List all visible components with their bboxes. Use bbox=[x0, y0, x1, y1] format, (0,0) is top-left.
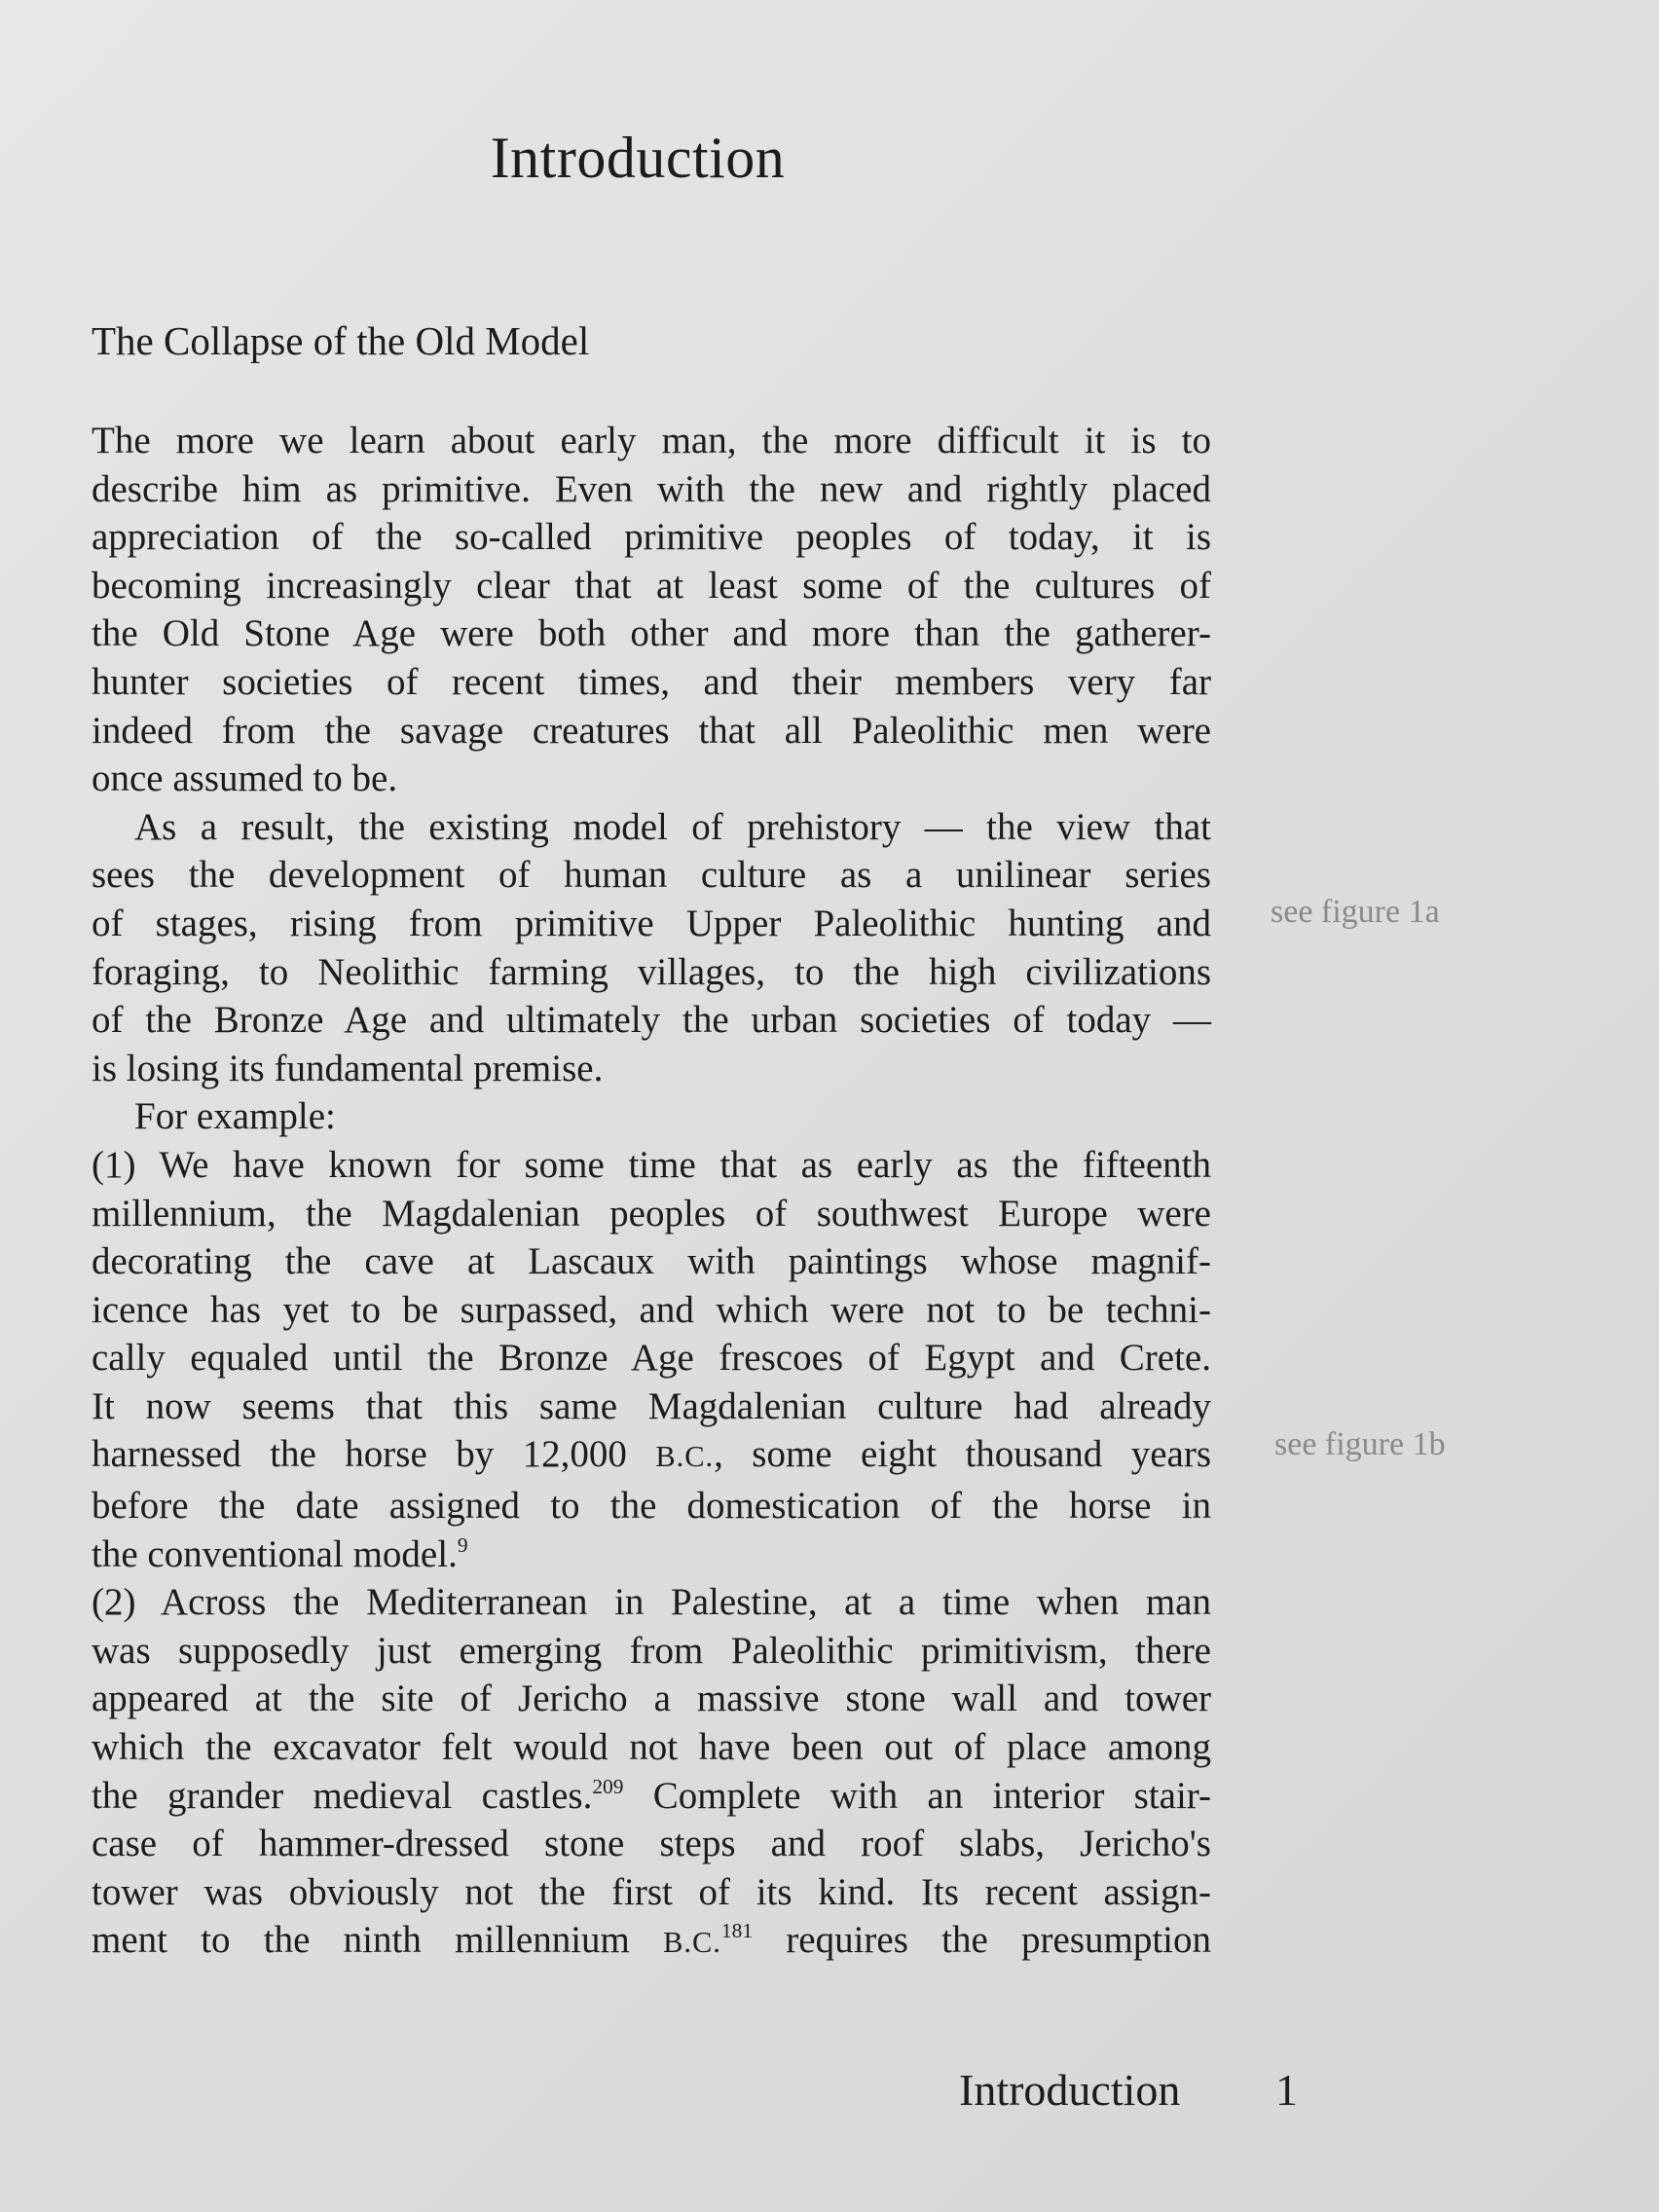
text-line: of the Bronze Age and ultimately the urban societies of today — bbox=[92, 999, 1211, 1042]
text-line: tower was obviously not the first of its kind. Its recent assign- bbox=[92, 1870, 1211, 1913]
text-line: before the date assigned to the domestication of the horse in bbox=[92, 1485, 1211, 1528]
text-line: indeed from the savage creatures that all Paleolithic men were bbox=[92, 709, 1211, 752]
text-line: which the excavator felt would not have been out of place among bbox=[92, 1726, 1211, 1769]
text-line: the Old Stone Age were both other and more than the gatherer- bbox=[92, 612, 1211, 655]
text-line: For example: bbox=[134, 1095, 336, 1138]
text-line bbox=[92, 1772, 1211, 1821]
text-line: icence has yet to be surpassed, and which were not to be techni- bbox=[92, 1288, 1211, 1331]
footnote-ref: 181 bbox=[720, 1919, 754, 1943]
footnote-ref: 209 bbox=[592, 1774, 624, 1798]
text-run: requires the presumption bbox=[753, 1919, 1211, 1962]
text-line: was supposedly just emerging from Paleolithic primitivism, there bbox=[92, 1629, 1211, 1672]
text-line: millennium, the Magdalenian peoples of southwest Europe were bbox=[92, 1192, 1211, 1235]
text-line: (1) We have known for some time that as early as the fifteenth bbox=[92, 1143, 1211, 1186]
text-line: sees the development of human culture as a unilinear series bbox=[92, 854, 1211, 897]
chapter-title: Introduction bbox=[490, 126, 786, 190]
text-line bbox=[92, 1530, 1211, 1579]
small-caps-era: B.C. bbox=[663, 1926, 721, 1960]
text-line bbox=[92, 1916, 1211, 1968]
running-footer-title: Introduction bbox=[959, 2065, 1181, 2115]
text-line: (2) Across the Mediterranean in Palestine, at a time when man bbox=[92, 1581, 1211, 1624]
margin-note-figure-1b: see figure 1b bbox=[1274, 1426, 1446, 1462]
text-line: of stages, rising from primitive Upper Paleolithic hunting and bbox=[92, 902, 1211, 944]
text-line bbox=[92, 1430, 1211, 1482]
section-heading: The Collapse of the Old Model bbox=[92, 318, 590, 363]
text-line: decorating the cave at Lascaux with paintings whose magnif- bbox=[92, 1240, 1211, 1283]
text-run: Complete with an interior stair- bbox=[623, 1774, 1211, 1817]
text-line: It now seems that this same Magdalenian culture had already bbox=[92, 1384, 1211, 1427]
text-run: harnessed the horse by 12,000 bbox=[92, 1433, 627, 1476]
text-line: appeared at the site of Jericho a massive stone wall and tower bbox=[92, 1677, 1211, 1720]
body-text bbox=[92, 417, 1211, 1968]
text-line: hunter societies of recent times, and their members very far bbox=[92, 660, 1211, 703]
text-line: As a result, the existing model of prehistory — the view that bbox=[134, 805, 1211, 848]
margin-note-figure-1a: see figure 1a bbox=[1271, 894, 1440, 930]
text-line: cally equaled until the Bronze Age frescoes of Egypt and Crete. bbox=[92, 1337, 1211, 1380]
text-run: , some eight thousand years bbox=[714, 1433, 1211, 1476]
text-line: is losing its fundamental premise. bbox=[92, 1047, 604, 1089]
small-caps-era: B.C. bbox=[655, 1440, 715, 1474]
text-run: the conventional model. bbox=[92, 1532, 458, 1575]
text-run: ment to the ninth millennium bbox=[92, 1919, 664, 1962]
text-line: once assumed to be. bbox=[92, 757, 398, 800]
text-line: The more we learn about early man, the more difficult it is to bbox=[92, 420, 1211, 461]
footnote-ref: 9 bbox=[457, 1532, 468, 1557]
text-line: case of hammer-dressed stone steps and roof slabs, Jericho's bbox=[92, 1823, 1211, 1865]
text-line: foraging, to Neolithic farming villages, to the high civilizations bbox=[92, 950, 1211, 993]
text-line: becoming increasingly clear that at least some of the cultures of bbox=[92, 564, 1211, 607]
text-line: describe him as primitive. Even with the new and rightly placed bbox=[92, 467, 1211, 510]
page-number: 1 bbox=[1275, 2065, 1298, 2115]
text-run: the grander medieval castles. bbox=[92, 1774, 593, 1817]
text-line: appreciation of the so-called primitive peoples of today, it is bbox=[92, 516, 1211, 559]
